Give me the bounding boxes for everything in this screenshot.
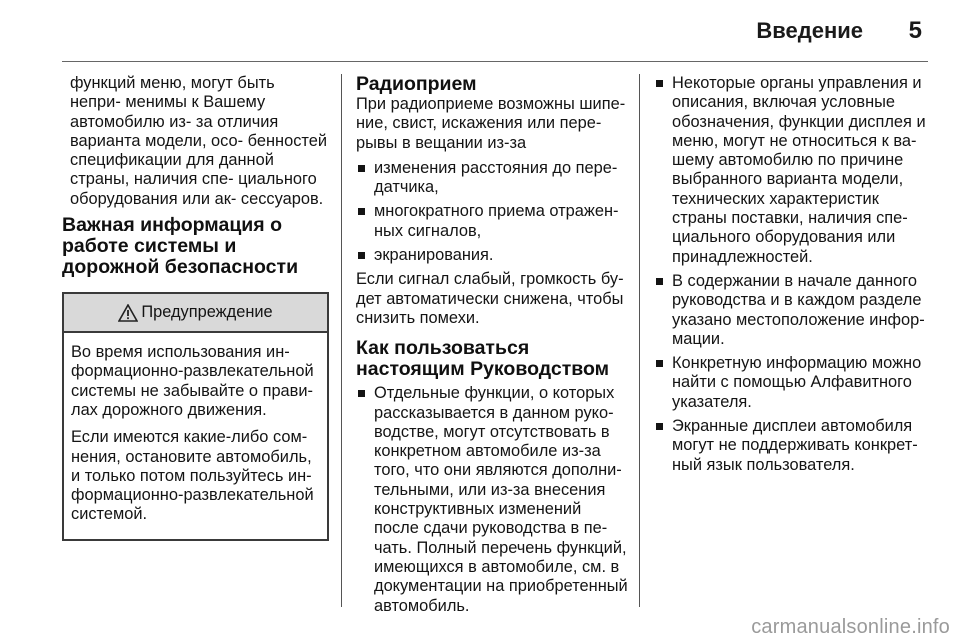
list-item-text: Конкретную информацию можно найти с помощью Алфавитного указателя. <box>672 354 922 411</box>
header-rule <box>62 61 928 62</box>
bullet-icon <box>656 360 663 367</box>
list-item-text: Экранные дисплеи автомобиля могут не поддерживать конкрет- ный язык пользователя. <box>672 417 918 474</box>
warning-paragraph: Во время использования ин- формационно-развлекательной системы не забывайте о прави- лах дорожного движения. <box>71 343 314 419</box>
radio-list <box>356 159 628 265</box>
warning-triangle-icon <box>118 304 138 322</box>
warning-box <box>62 292 329 541</box>
warning-paragraph: Если имеются какие-либо сом- нения, остановите автомобиль, и только потом пользуйтесь ин- формационно-развлекательной системой. <box>71 428 314 524</box>
list-item <box>654 74 930 267</box>
bullet-icon <box>358 252 365 259</box>
page-header <box>0 0 960 62</box>
safety-heading: Важная информация о работе системы и дорожной безопасности <box>62 214 299 279</box>
list-item-text: экранирования. <box>374 246 494 265</box>
bullet-icon <box>358 390 365 397</box>
list-item-text: изменения расстояния до пере- датчика, <box>374 158 618 197</box>
column-3 <box>654 74 930 480</box>
page-number: 5 <box>908 17 922 44</box>
bullet-icon <box>358 208 365 215</box>
list-item <box>356 202 628 241</box>
list-item-text: В содержании в начале данного руководства и в каждом разделе указано местоположение инфор- мации. <box>672 271 925 348</box>
bullet-icon <box>656 423 663 430</box>
list-item-text: Отдельные функции, о которых рассказывается в данном руко- водстве, могут отсутствовать в конкретном автомобиле из-за того, что они являются дополни- тельными, или из-за внесения конструктивных изменений после сдачи руководства в пе- чать. Полный перечень функций, имеющихся в автомобиле, см. в документации на приобретенный автомобиль. <box>374 384 628 615</box>
warning-header <box>64 294 327 333</box>
section-title: Введение <box>756 18 863 43</box>
list-item <box>654 417 930 475</box>
bullet-icon <box>656 80 663 87</box>
manual-list <box>356 384 628 616</box>
bullet-icon <box>656 278 663 285</box>
radio-heading: Радиоприем <box>356 73 477 95</box>
list-item <box>356 384 628 616</box>
watermark: carmanualsonline.info <box>751 616 950 638</box>
bullet-icon <box>358 165 365 172</box>
list-item <box>654 272 930 349</box>
column-1 <box>62 74 327 541</box>
radio-after-paragraph: Если сигнал слабый, громкость бу- дет автоматически снижена, чтобы снизить помехи. <box>356 270 624 327</box>
column-divider-1 <box>341 74 342 607</box>
list-item <box>654 354 930 412</box>
column-divider-2 <box>639 74 640 607</box>
list-item-text: многократного приема отражен- ных сигналов, <box>374 202 619 240</box>
column-2 <box>356 74 628 621</box>
manual-heading: Как пользоваться настоящим Руководством <box>356 337 610 381</box>
warning-title: Предупреждение <box>141 302 273 321</box>
list-item <box>356 246 628 265</box>
warning-body <box>64 333 327 539</box>
list-item-text: Некоторые органы управления и описания, включая условные обозначения, функции дисплея и меню, могут не относиться к ва- шему автомобилю по причине выбранного варианта модели, технических характеристик страны поставки, наличия спе- циального оборудования или принадлежностей. <box>672 74 926 266</box>
intro-paragraph: функций меню, могут быть непри- менимы к Вашему автомобилю из- за отличия варианта модели, осо- бенностей спецификации для данной страны, наличия спе- циального оборудования или ак- сессуаров. <box>70 74 328 208</box>
radio-paragraph: При радиоприеме возможны шипе- ние, свист, искажения или пере- рывы в вещании из-за <box>356 95 626 152</box>
list-item <box>356 159 628 198</box>
notes-list <box>654 74 930 475</box>
